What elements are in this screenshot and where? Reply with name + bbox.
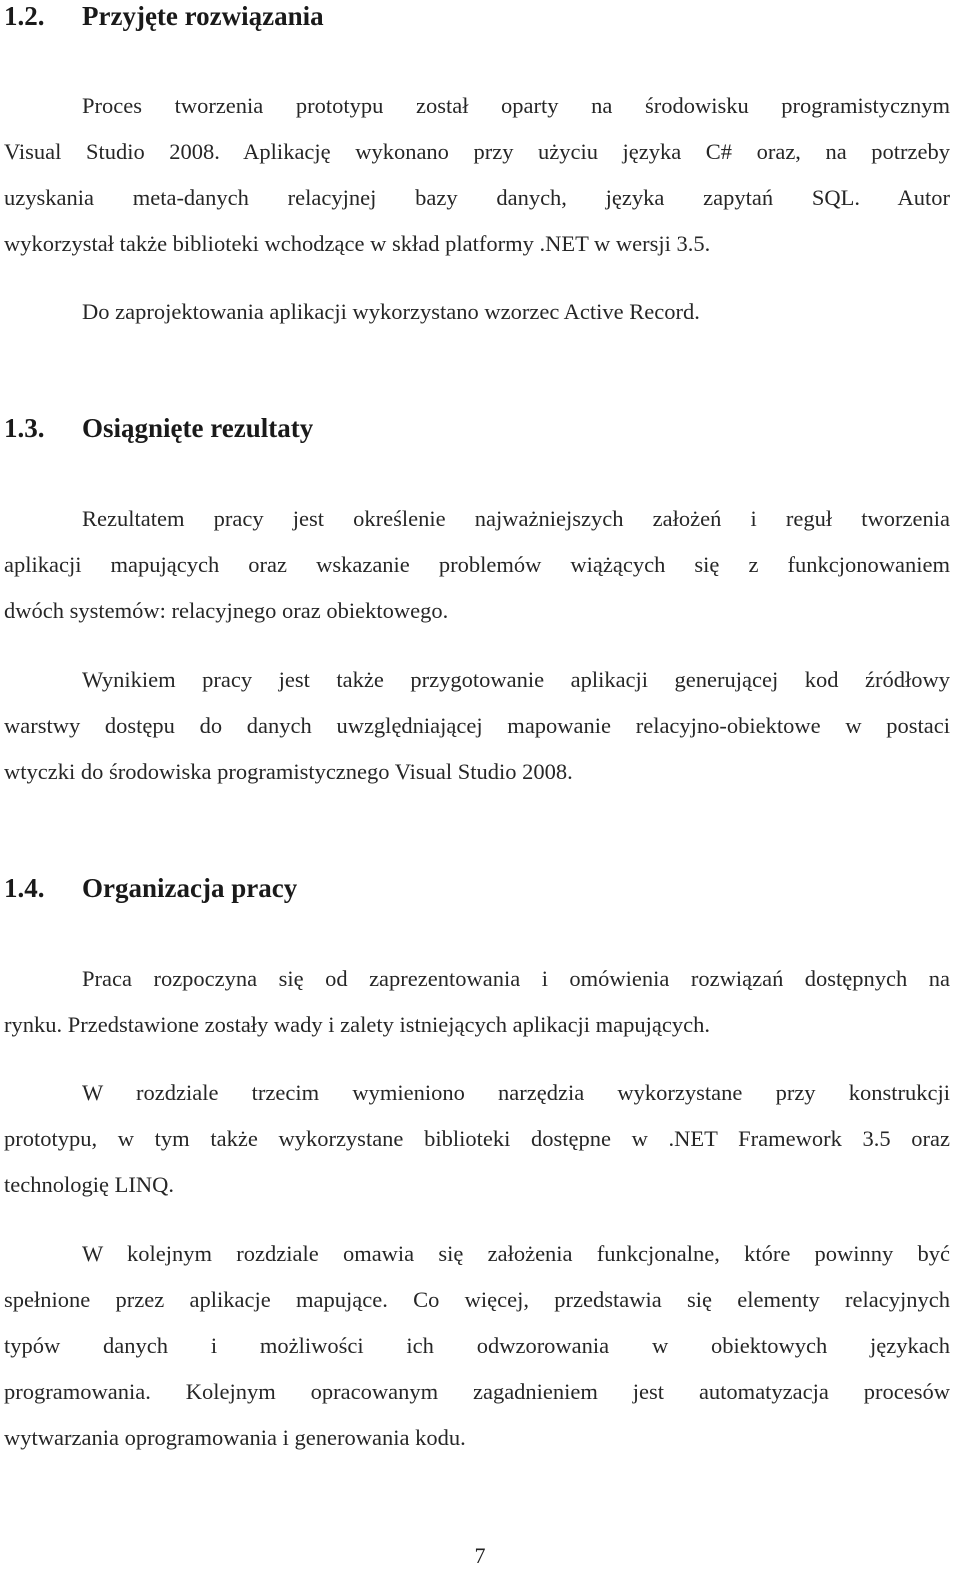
section-number: 1.4. bbox=[4, 873, 45, 903]
paragraph-line: spełnione przez aplikacje mapujące. Co więcej, przedstawia się elementy relacyjnych bbox=[4, 1287, 950, 1312]
paragraph-line: programowania. Kolejnym opracowanym zagadnieniem jest automatyzacja procesów bbox=[4, 1379, 950, 1404]
section-title: Osiągnięte rezultaty bbox=[82, 413, 314, 443]
paragraph-line: uzyskania meta-danych relacyjnej bazy danych, języka zapytań SQL. Autor bbox=[4, 185, 950, 210]
paragraph-line: Rezultatem pracy jest określenie najważniejszych założeń i reguł tworzenia bbox=[82, 506, 950, 531]
paragraph-line: dwóch systemów: relacyjnego oraz obiektowego. bbox=[4, 598, 449, 623]
section-number: 1.2. bbox=[4, 1, 45, 31]
paragraph-line: rynku. Przedstawione zostały wady i zalety istniejących aplikacji mapujących. bbox=[4, 1012, 711, 1037]
section-title: Przyjęte rozwiązania bbox=[82, 1, 324, 31]
paragraph-line: wytwarzania oprogramowania i generowania kodu. bbox=[4, 1425, 466, 1450]
section-heading-1-2 bbox=[4, 0, 324, 32]
paragraph-line: Proces tworzenia prototypu został oparty na środowisku programistycznym bbox=[82, 93, 950, 118]
paragraph-line: wykorzystał także biblioteki wchodzące w skład platformy .NET w wersji 3.5. bbox=[4, 231, 711, 256]
section-number: 1.3. bbox=[4, 413, 45, 443]
paragraph-line: warstwy dostępu do danych uwzględniającej mapowanie relacyjno-obiektowe w postaci bbox=[4, 713, 950, 738]
paragraph-line: technologię LINQ. bbox=[4, 1172, 174, 1197]
paragraph-line: W rozdziale trzecim wymieniono narzędzia wykorzystane przy konstrukcji bbox=[82, 1080, 950, 1105]
page-number: 7 bbox=[474, 1543, 486, 1568]
paragraph-line: Visual Studio 2008. Aplikację wykonano przy użyciu języka C# oraz, na potrzeby bbox=[4, 139, 950, 164]
paragraph-line: prototypu, w tym także wykorzystane biblioteki dostępne w .NET Framework 3.5 oraz bbox=[4, 1126, 950, 1151]
section-heading-1-4 bbox=[4, 872, 297, 904]
paragraph-line: wtyczki do środowiska programistycznego Visual Studio 2008. bbox=[4, 759, 573, 784]
paragraph-line: typów danych i możliwości ich odwzorowania w obiektowych językach bbox=[4, 1333, 950, 1358]
paragraph-line: W kolejnym rozdziale omawia się założenia funkcjonalne, które powinny być bbox=[82, 1241, 950, 1266]
paragraph-line: aplikacji mapujących oraz wskazanie problemów wiążących się z funkcjonowaniem bbox=[4, 552, 950, 577]
section-title: Organizacja pracy bbox=[82, 873, 298, 903]
paragraph-line: Do zaprojektowania aplikacji wykorzystano wzorzec Active Record. bbox=[82, 299, 700, 324]
section-heading-1-3 bbox=[4, 412, 313, 444]
paragraph-line: Praca rozpoczyna się od zaprezentowania i omówienia rozwiązań dostępnych na bbox=[82, 966, 950, 991]
paragraph-line: Wynikiem pracy jest także przygotowanie aplikacji generującej kod źródłowy bbox=[82, 667, 950, 692]
